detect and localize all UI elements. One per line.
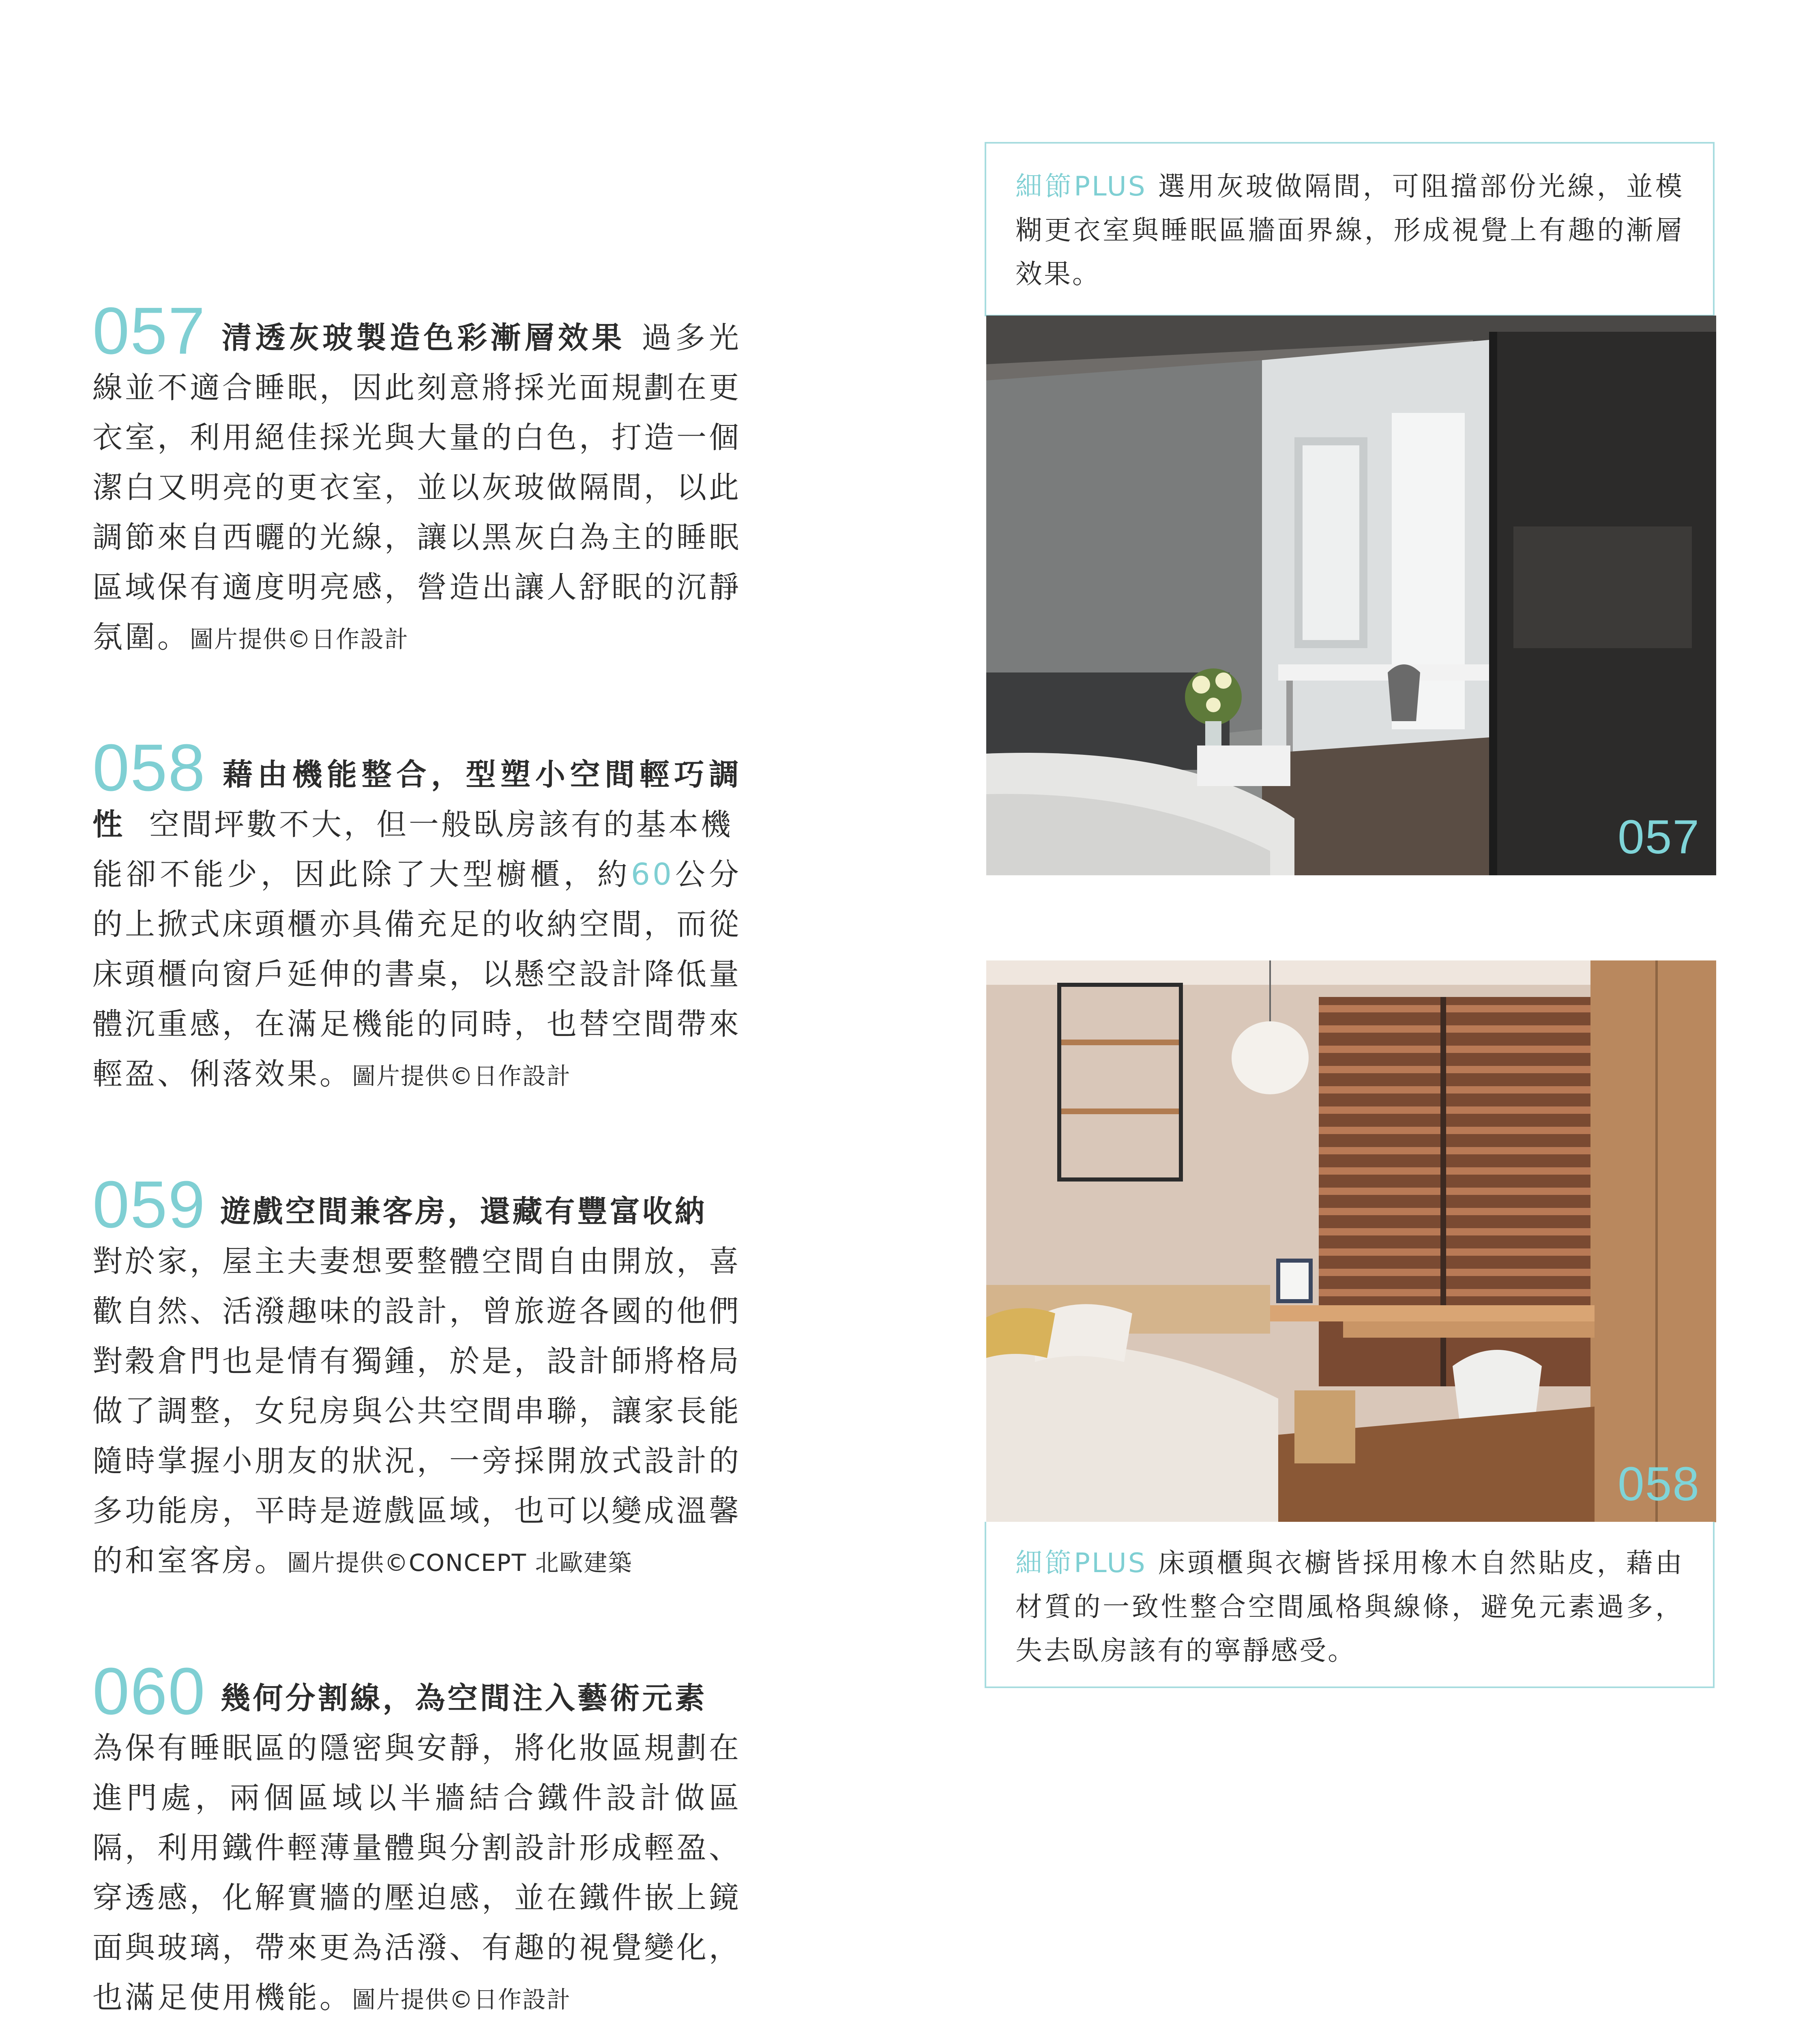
body-line: 為保有睡眠區的隱密與安靜，將化妝區規劃在 bbox=[92, 1731, 741, 1766]
body-line: 體沉重感，在滿足機能的同時，也替空間帶來 bbox=[92, 1007, 741, 1042]
entry-059-line-1 bbox=[92, 1167, 741, 1242]
entry-title: 藉由機能整合，型塑小空間輕巧調 bbox=[220, 757, 741, 792]
entry-059 bbox=[92, 1167, 741, 1588]
entry-title: 遊戲空間兼客房，還藏有豐富收納 bbox=[220, 1194, 707, 1229]
body-line: 歡自然、活潑趣味的設計，曾旅遊各國的他們 bbox=[92, 1294, 741, 1329]
body-line: 的上掀式床頭櫃亦具備充足的收納空間，而從 bbox=[92, 907, 741, 942]
body-line: 潔白又明亮的更衣室，並以灰玻做隔間，以此 bbox=[92, 470, 741, 505]
detail-plus-note-2 bbox=[985, 1522, 1715, 1688]
body-line: 衣室，利用絕佳採光與大量的白色，打造一個 bbox=[92, 420, 741, 455]
body-line: 對穀倉門也是情有獨鍾，於是，設計師將格局 bbox=[92, 1344, 741, 1379]
detail-plus-note-1 bbox=[985, 142, 1715, 316]
photo-badge: 057 bbox=[1618, 810, 1700, 864]
bedroom-photo-057 bbox=[986, 316, 1716, 875]
entry-060 bbox=[92, 1654, 741, 2025]
body-line: 調節來自西曬的光線，讓以黑灰白為主的睡眠 bbox=[92, 520, 741, 555]
body-line: 線並不適合睡眠，因此刻意將採光面規劃在更 bbox=[92, 370, 741, 405]
photo-badge: 058 bbox=[1618, 1457, 1700, 1511]
body-line: 隨時掌握小朋友的狀況，一旁採開放式設計的 bbox=[92, 1444, 741, 1478]
highlight-number: 60 bbox=[631, 857, 674, 892]
detail-plus-label: 細節PLUS bbox=[1015, 1547, 1147, 1579]
entry-057-line-1: 057 清透灰玻製造色彩漸層效果 過多光 bbox=[92, 294, 742, 368]
body-line: 做了調整，女兒房與公共空間串聯，讓家長能 bbox=[92, 1394, 741, 1429]
body-line: 對於家，屋主夫妻想要整體空間自由開放，喜 bbox=[92, 1244, 741, 1279]
note-line: 材質的一致性整合空間風格與線條，避免元素過多， bbox=[1015, 1591, 1684, 1622]
photo-credit: 圖片提供©日作設計 bbox=[352, 1062, 571, 1090]
body-line: 也滿足使用機能。圖片提供©日作設計 bbox=[92, 1980, 571, 2015]
entry-058-line-1 bbox=[92, 730, 741, 805]
photo-credit: 圖片提供©日作設計 bbox=[352, 1986, 571, 2013]
entry-number: 058 bbox=[92, 730, 206, 805]
body-line: 進門處，兩個區域以半牆結合鐵件設計做區 bbox=[92, 1781, 741, 1815]
note-line: 細節PLUS 選用灰玻做隔間，可阻擋部份光線，並模 bbox=[1015, 171, 1684, 202]
entry-title: 清透灰玻製造色彩漸層效果 bbox=[220, 320, 626, 355]
bedroom-photo-058 bbox=[986, 960, 1716, 1522]
body-line: 隔，利用鐵件輕薄量體與分割設計形成輕盈、 bbox=[92, 1830, 741, 1865]
body-line: 面與玻璃，帶來更為活潑、有趣的視覺變化， bbox=[92, 1930, 741, 1965]
body-line: 氛圍。圖片提供©日作設計 bbox=[92, 620, 409, 655]
entry-058 bbox=[92, 730, 742, 1101]
photo-057 bbox=[986, 316, 1716, 875]
entry-number: 057 bbox=[92, 294, 206, 368]
detail-plus-label: 細節PLUS bbox=[1015, 171, 1147, 202]
entry-058-line-2: 性 空間坪數不大，但一般臥房該有的基本機 bbox=[92, 807, 733, 842]
body-line: 能卻不能少，因此除了大型櫥櫃，約60公分 bbox=[92, 857, 742, 892]
entry-number: 059 bbox=[92, 1167, 206, 1242]
photo-credit: 圖片提供©日作設計 bbox=[190, 625, 409, 653]
body-line: 輕盈、俐落效果。圖片提供©日作設計 bbox=[92, 1057, 571, 1091]
note-line: 失去臥房該有的寧靜感受。 bbox=[1015, 1635, 1356, 1666]
note-line: 細節PLUS 床頭櫃與衣櫥皆採用橡木自然貼皮，藉由 bbox=[1015, 1547, 1684, 1579]
body-line: 的和室客房。圖片提供©CONCEPT 北歐建築 bbox=[92, 1543, 633, 1578]
photo-credit: 圖片提供©CONCEPT 北歐建築 bbox=[287, 1549, 633, 1577]
entry-057 bbox=[92, 294, 742, 664]
entry-number: 060 bbox=[92, 1654, 206, 1728]
body-line: 區域保有適度明亮感，營造出讓人舒眠的沉靜 bbox=[92, 570, 741, 605]
entry-title: 幾何分割線，為空間注入藝術元素 bbox=[220, 1681, 707, 1716]
note-line: 糊更衣室與睡眠區牆面界線，形成視覺上有趣的漸層 bbox=[1015, 215, 1684, 246]
body-line: 穿透感，化解實牆的壓迫感，並在鐵件嵌上鏡 bbox=[92, 1880, 741, 1915]
photo-058 bbox=[986, 960, 1716, 1522]
note-line: 效果。 bbox=[1015, 258, 1101, 290]
entry-060-line-1 bbox=[92, 1654, 741, 1728]
body-line: 多功能房，平時是遊戲區域，也可以變成溫馨 bbox=[92, 1493, 741, 1528]
entry-title-cont: 性 bbox=[92, 807, 125, 842]
body-line: 床頭櫃向窗戶延伸的書桌，以懸空設計降低量 bbox=[92, 957, 741, 992]
